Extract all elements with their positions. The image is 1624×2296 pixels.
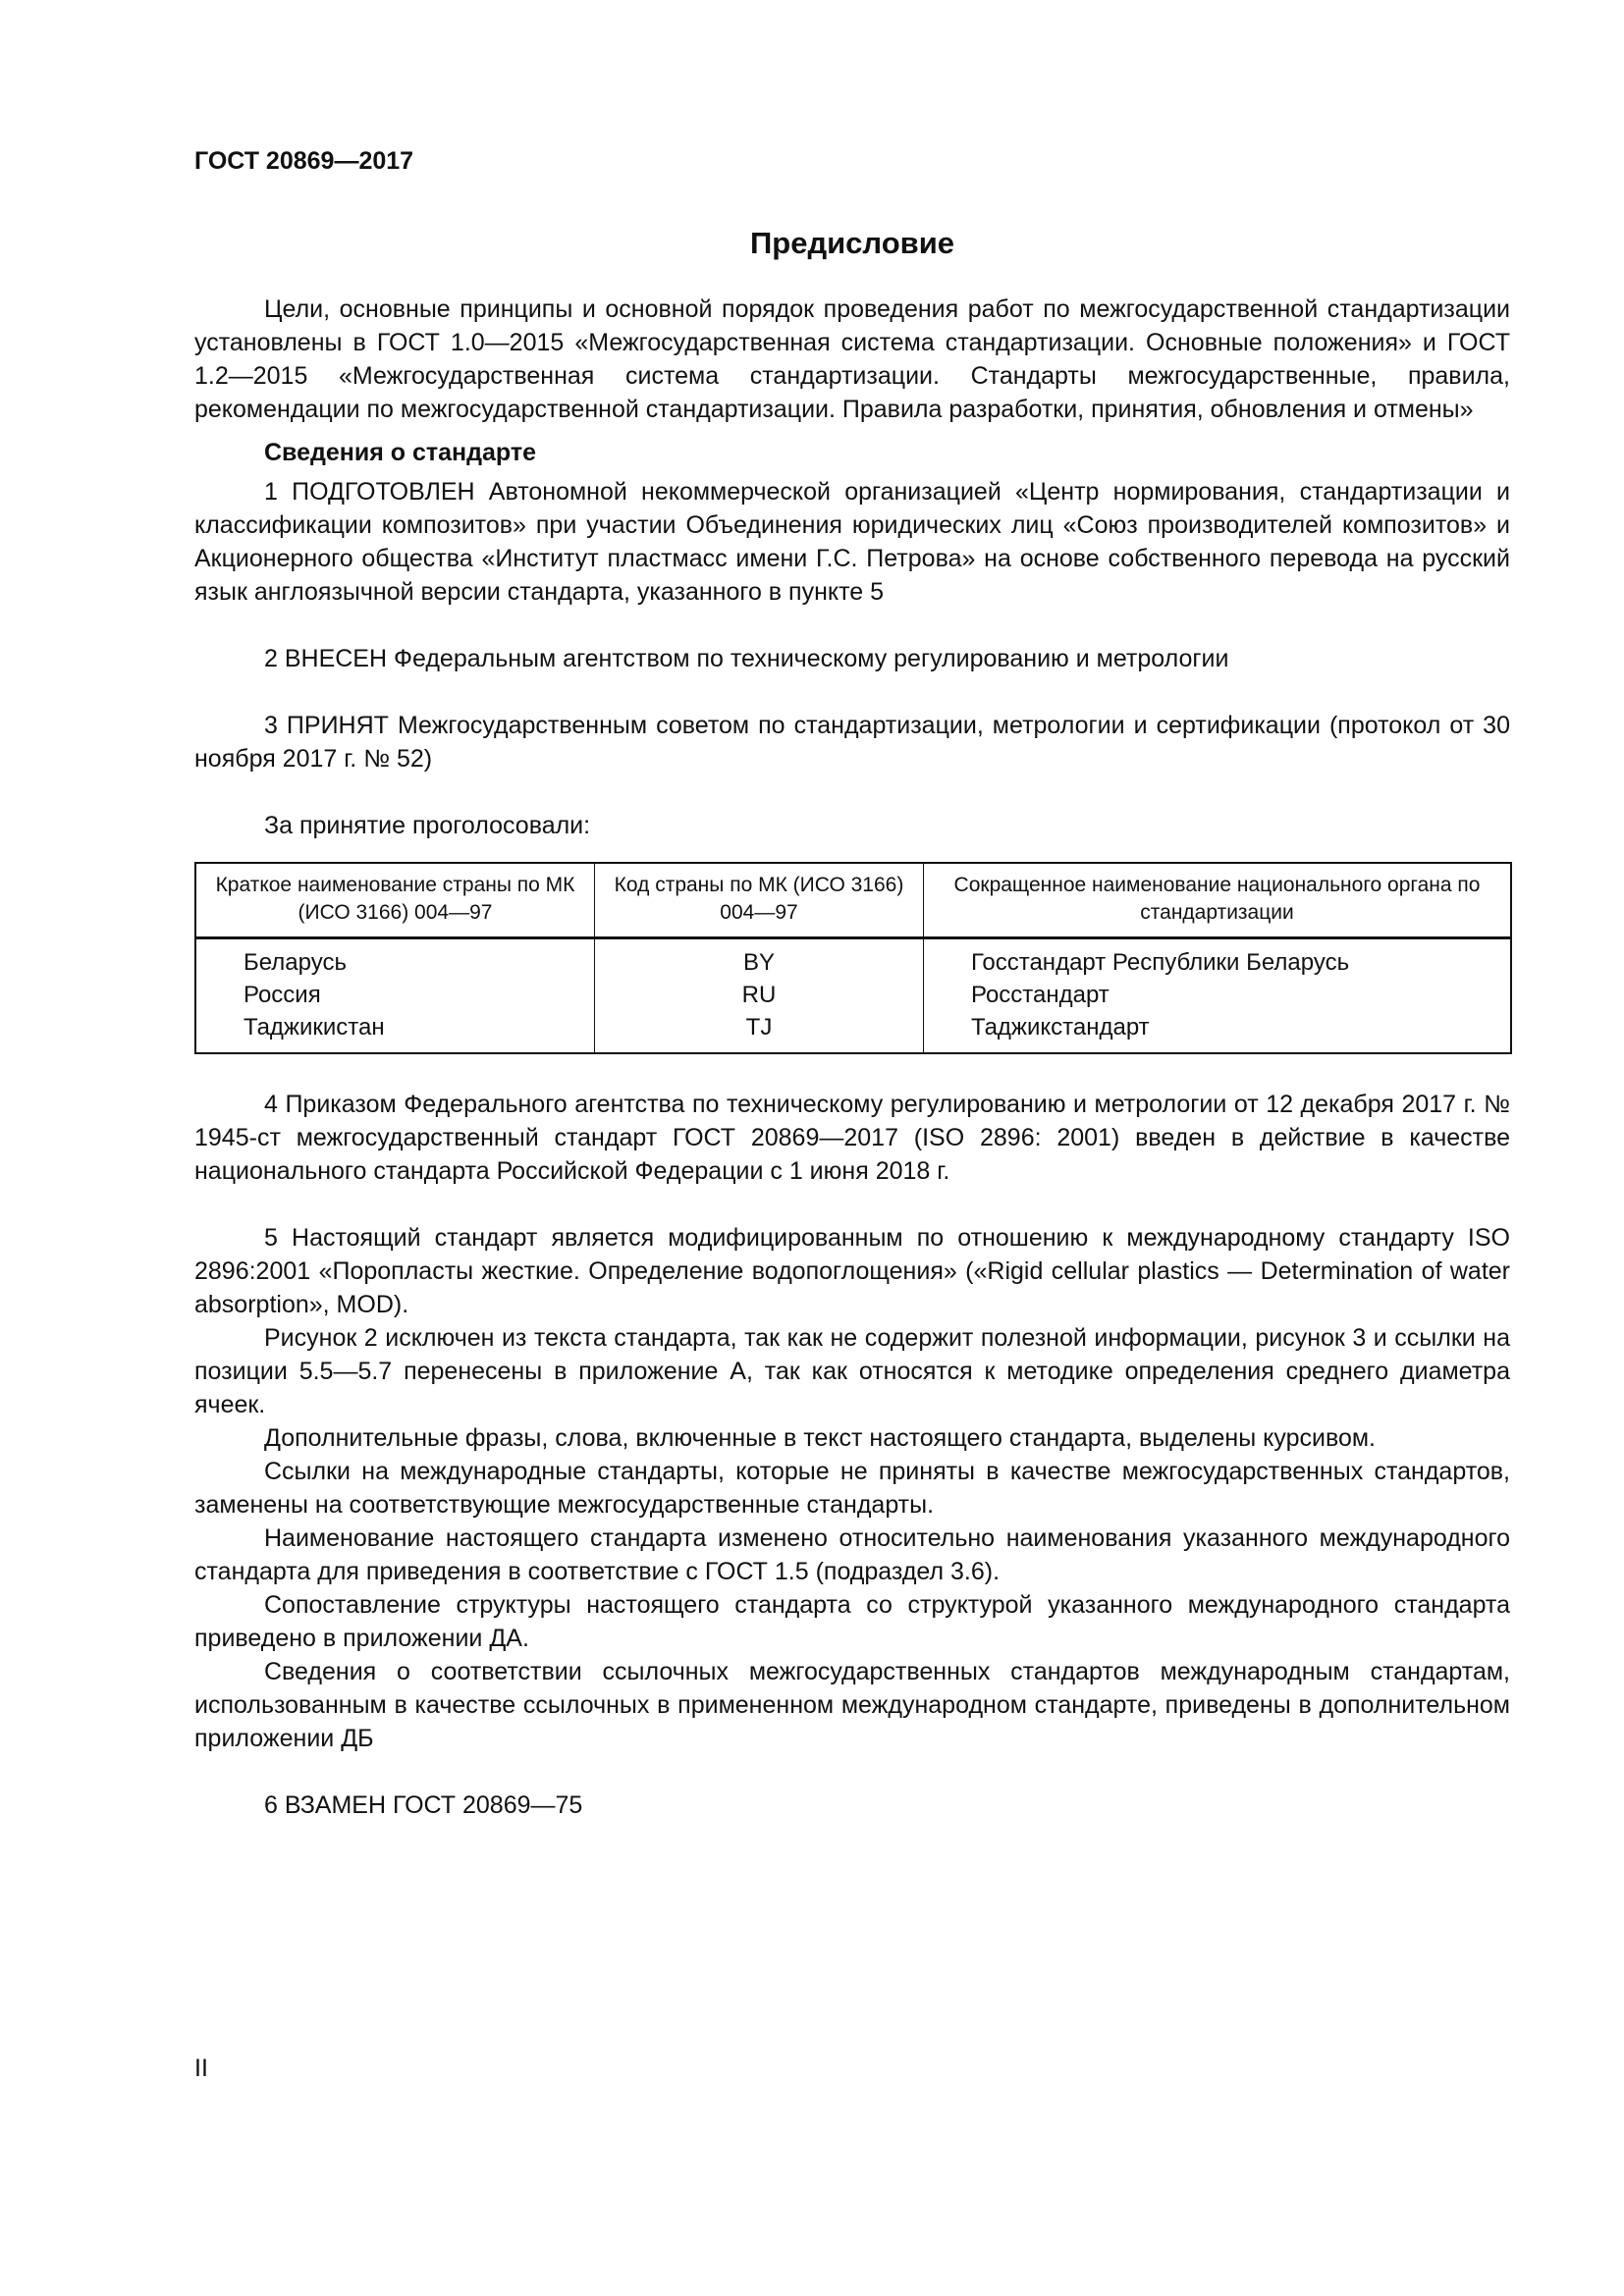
table-header-row: [195, 863, 1511, 938]
standards-body: Росстандарт: [924, 979, 1512, 1011]
document-code-header: ГОСТ 20869—2017: [194, 147, 414, 175]
item-modified: 5 Настоящий стандарт является модифицированным по отношению к международному стандарту ISO 2896:2001 «Поропласты жесткие. Определение водопоглощения» («Rigid cellular plastics — Determination of water absorption», MOD).: [194, 1224, 1510, 1318]
item-replaces: 6 ВЗАМЕН ГОСТ 20869—75: [264, 1791, 583, 1819]
note-structure: Сопоставление структуры настоящего стандарта со структурой указанного международного стандарта приведено в приложении ДА.: [194, 1591, 1510, 1652]
page-number: II: [194, 2055, 208, 2082]
intro-paragraph: Цели, основные принципы и основной порядок проведения работ по межгосударственной стандартизации установлены в ГОСТ 1.0—2015 «Межгосударственная система стандартизации. Основные положения» и ГОСТ 1.2—2015 «Межгосударственная система стандартизации. Стандарты межгосударственные, правила, рекомендации по межгосударственной стандартизации. Правила разработки, принятия, обновления и отмены»: [194, 295, 1510, 423]
column-header-country: Краткое наименование страны по МК (ИСО 3166) 004—97: [195, 863, 595, 938]
standards-body: Госстандарт Республики Беларусь: [924, 938, 1512, 980]
country-name: Беларусь: [195, 938, 595, 980]
note-references: Ссылки на международные стандарты, которые не приняты в качестве межгосударственных стандартов, заменены на соответствующие межгосударственные стандарты.: [194, 1458, 1510, 1519]
country-name: Россия: [195, 979, 595, 1011]
item-adopted: 3 ПРИНЯТ Межгосударственным советом по стандартизации, метрологии и сертификации (протокол от 30 ноября 2017 г. № 52): [194, 712, 1510, 773]
note-correspondence: Сведения о соответствии ссылочных межгосударственных стандартов международным стандартам, использованным в качестве ссылочных в примененном международном стандарте, приведены в дополнительном приложении ДБ: [194, 1658, 1510, 1752]
member-states-table: [194, 862, 1512, 1054]
page-title: Предисловие: [749, 226, 954, 260]
note-figure: Рисунок 2 исключен из текста стандарта, так как не содержит полезной информации, рисунок 3 и ссылки на позиции 5.5—5.7 перенесены в приложение А, так как относятся к методике определения среднего диаметра ячеек.: [194, 1324, 1510, 1418]
preface-content: [194, 224, 1510, 1822]
voted-label: За принятие проголосовали:: [264, 812, 591, 839]
column-header-code: Код страны по МК (ИСО 3166) 004—97: [595, 863, 924, 938]
item-order: 4 Приказом Федерального агентства по техническому регулированию и метрологии от 12 декабря 2017 г. № 1945-ст межгосударственный стандарт ГОСТ 20869—2017 (ISO 2896: 2001) введен в действие в качестве национального стандарта Российской Федерации с 1 июня 2018 г.: [194, 1091, 1510, 1185]
note-name: Наименование настоящего стандарта изменено относительно наименования указанного международного стандарта для приведения в соответствие с ГОСТ 1.5 (подраздел 3.6).: [194, 1524, 1510, 1585]
section-heading: Сведения о стандарте: [264, 439, 537, 466]
table-row: [195, 938, 1511, 980]
country-code: TJ: [595, 1011, 924, 1053]
country-code: BY: [595, 938, 924, 980]
table-row: [195, 979, 1511, 1011]
standards-body: Таджикстандарт: [924, 1011, 1512, 1053]
note-italic: Дополнительные фразы, слова, включенные в текст настоящего стандарта, выделены курсивом.: [264, 1424, 1376, 1452]
country-code: RU: [595, 979, 924, 1011]
item-prepared: 1 ПОДГОТОВЛЕН Автономной некоммерческой организацией «Центр нормирования, стандартизации и классификации композитов» при участии Объединения юридических лиц «Союз производителей композитов» и Акционерного общества «Институт пластмасс имени Г.С. Петрова» на основе собственного перевода на русский язык англоязычной версии стандарта, указанного в пункте 5: [194, 478, 1510, 606]
column-header-body: Сокращенное наименование национального органа по стандартизации: [924, 863, 1512, 938]
table-row: [195, 1011, 1511, 1053]
item-introduced: 2 ВНЕСЕН Федеральным агентством по техническому регулированию и метрологии: [264, 645, 1229, 672]
country-name: Таджикистан: [195, 1011, 595, 1053]
